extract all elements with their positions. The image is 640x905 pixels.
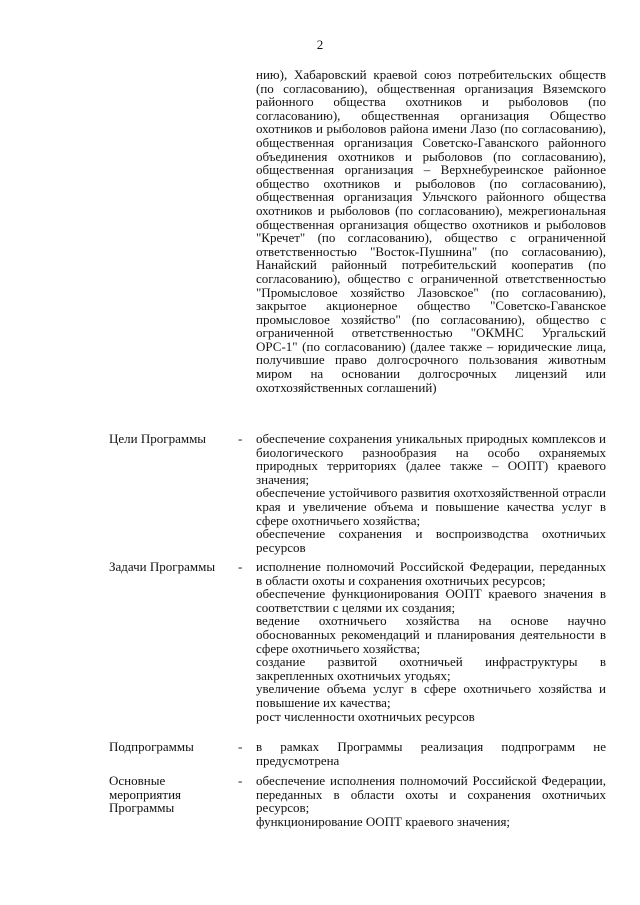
list-item: обеспечение функционирования ООПТ краевого значения в соответствии с целями их создания; <box>256 586 606 615</box>
list-item: создание развитой охотничьей инфраструктуры в закрепленных охотничьих угодьях; <box>256 654 606 683</box>
section-dash: - <box>238 739 243 754</box>
list-item: ведение охотничьего хозяйства на основе научно обоснованных рекомендаций и планирования деятельности в сфере охотничьего хозяйства; <box>256 613 606 656</box>
list-item: исполнение полномочий Российской Федерации, переданных в области охоты и сохранения охотничьих ресурсов; <box>256 559 606 588</box>
section-content <box>256 560 606 723</box>
section-label: Задачи Программы <box>109 559 216 574</box>
list-item: обеспечение сохранения и воспроизводства охотничьих ресурсов <box>256 526 606 555</box>
list-item: обеспечение исполнения полномочий Российской Федерации, переданных в области охоты и сохранения охотничьих ресурсов; <box>256 773 606 816</box>
section-dash: - <box>238 559 243 574</box>
section-label: Основные мероприятия Программы <box>109 773 182 816</box>
list-item: обеспечение устойчивого развития охотхозяйственной отрасли края и увеличение объема и повышение качества услуг в сфере охотничьего хозяйства; <box>256 485 606 528</box>
list-item: увеличение объема услуг в сфере охотничьего хозяйства и повышение их качества; <box>256 681 606 710</box>
section-content <box>256 432 606 554</box>
section-label: Подпрограммы <box>109 739 194 754</box>
list-item: обеспечение сохранения уникальных природных комплексов и биологического разнообразия на особо охраняемых природных территориях (далее также – ООПТ) краевого значения; <box>256 431 606 487</box>
section-label: Цели Программы <box>109 431 207 446</box>
section-dash: - <box>238 431 243 446</box>
section-dash: - <box>238 773 243 788</box>
section-content <box>256 740 606 767</box>
page-number: 2 <box>316 37 324 52</box>
section-content <box>256 774 606 828</box>
list-item: функционирование ООПТ краевого значения; <box>256 813 511 829</box>
list-item: в рамках Программы реализация подпрограмм не предусмотрена <box>256 739 606 768</box>
list-item: рост численности охотничьих ресурсов <box>256 708 475 724</box>
participants-continuation-text: нию), Хабаровский краевой союз потребительских обществ (по согласованию), общественная организация Вяземского районного общества охотников и рыболовов (по согласованию), общественная организация Общество охотников и рыболовов района имени Лазо (по согласованию), общественная организация Советско-Гаванского районного объединения охотников и рыболовов (по согласованию), общественная организация – Верхнебуреинское районное общество охотников и рыболовов (по согласованию), общественная организация Ульчского районного общества охотников и рыболовов (по согласованию), межрегиональная общественная организация общество охотников и рыболовов "Кречет" (по согласованию), общество с ограниченной ответственностью "Восток-Пушнина" (по согласованию), Нанайский районный потребительский кооператив (по согласованию), общество с ограниченной ответственностью "Промысловое хозяйство Лазовское" (по согласованию), закрытое акционерное общество "Советско-Гаванское промысловое хозяйство" (по согласованию), общество с ограниченной ответственностью "ОКМНС Ургальский ОРС-1" (по согласованию) (далее также – юридические лица, получившие право долгосрочного пользования животным миром на основании долгосрочных лицензий или охотхозяйственных соглашений) <box>256 67 606 395</box>
